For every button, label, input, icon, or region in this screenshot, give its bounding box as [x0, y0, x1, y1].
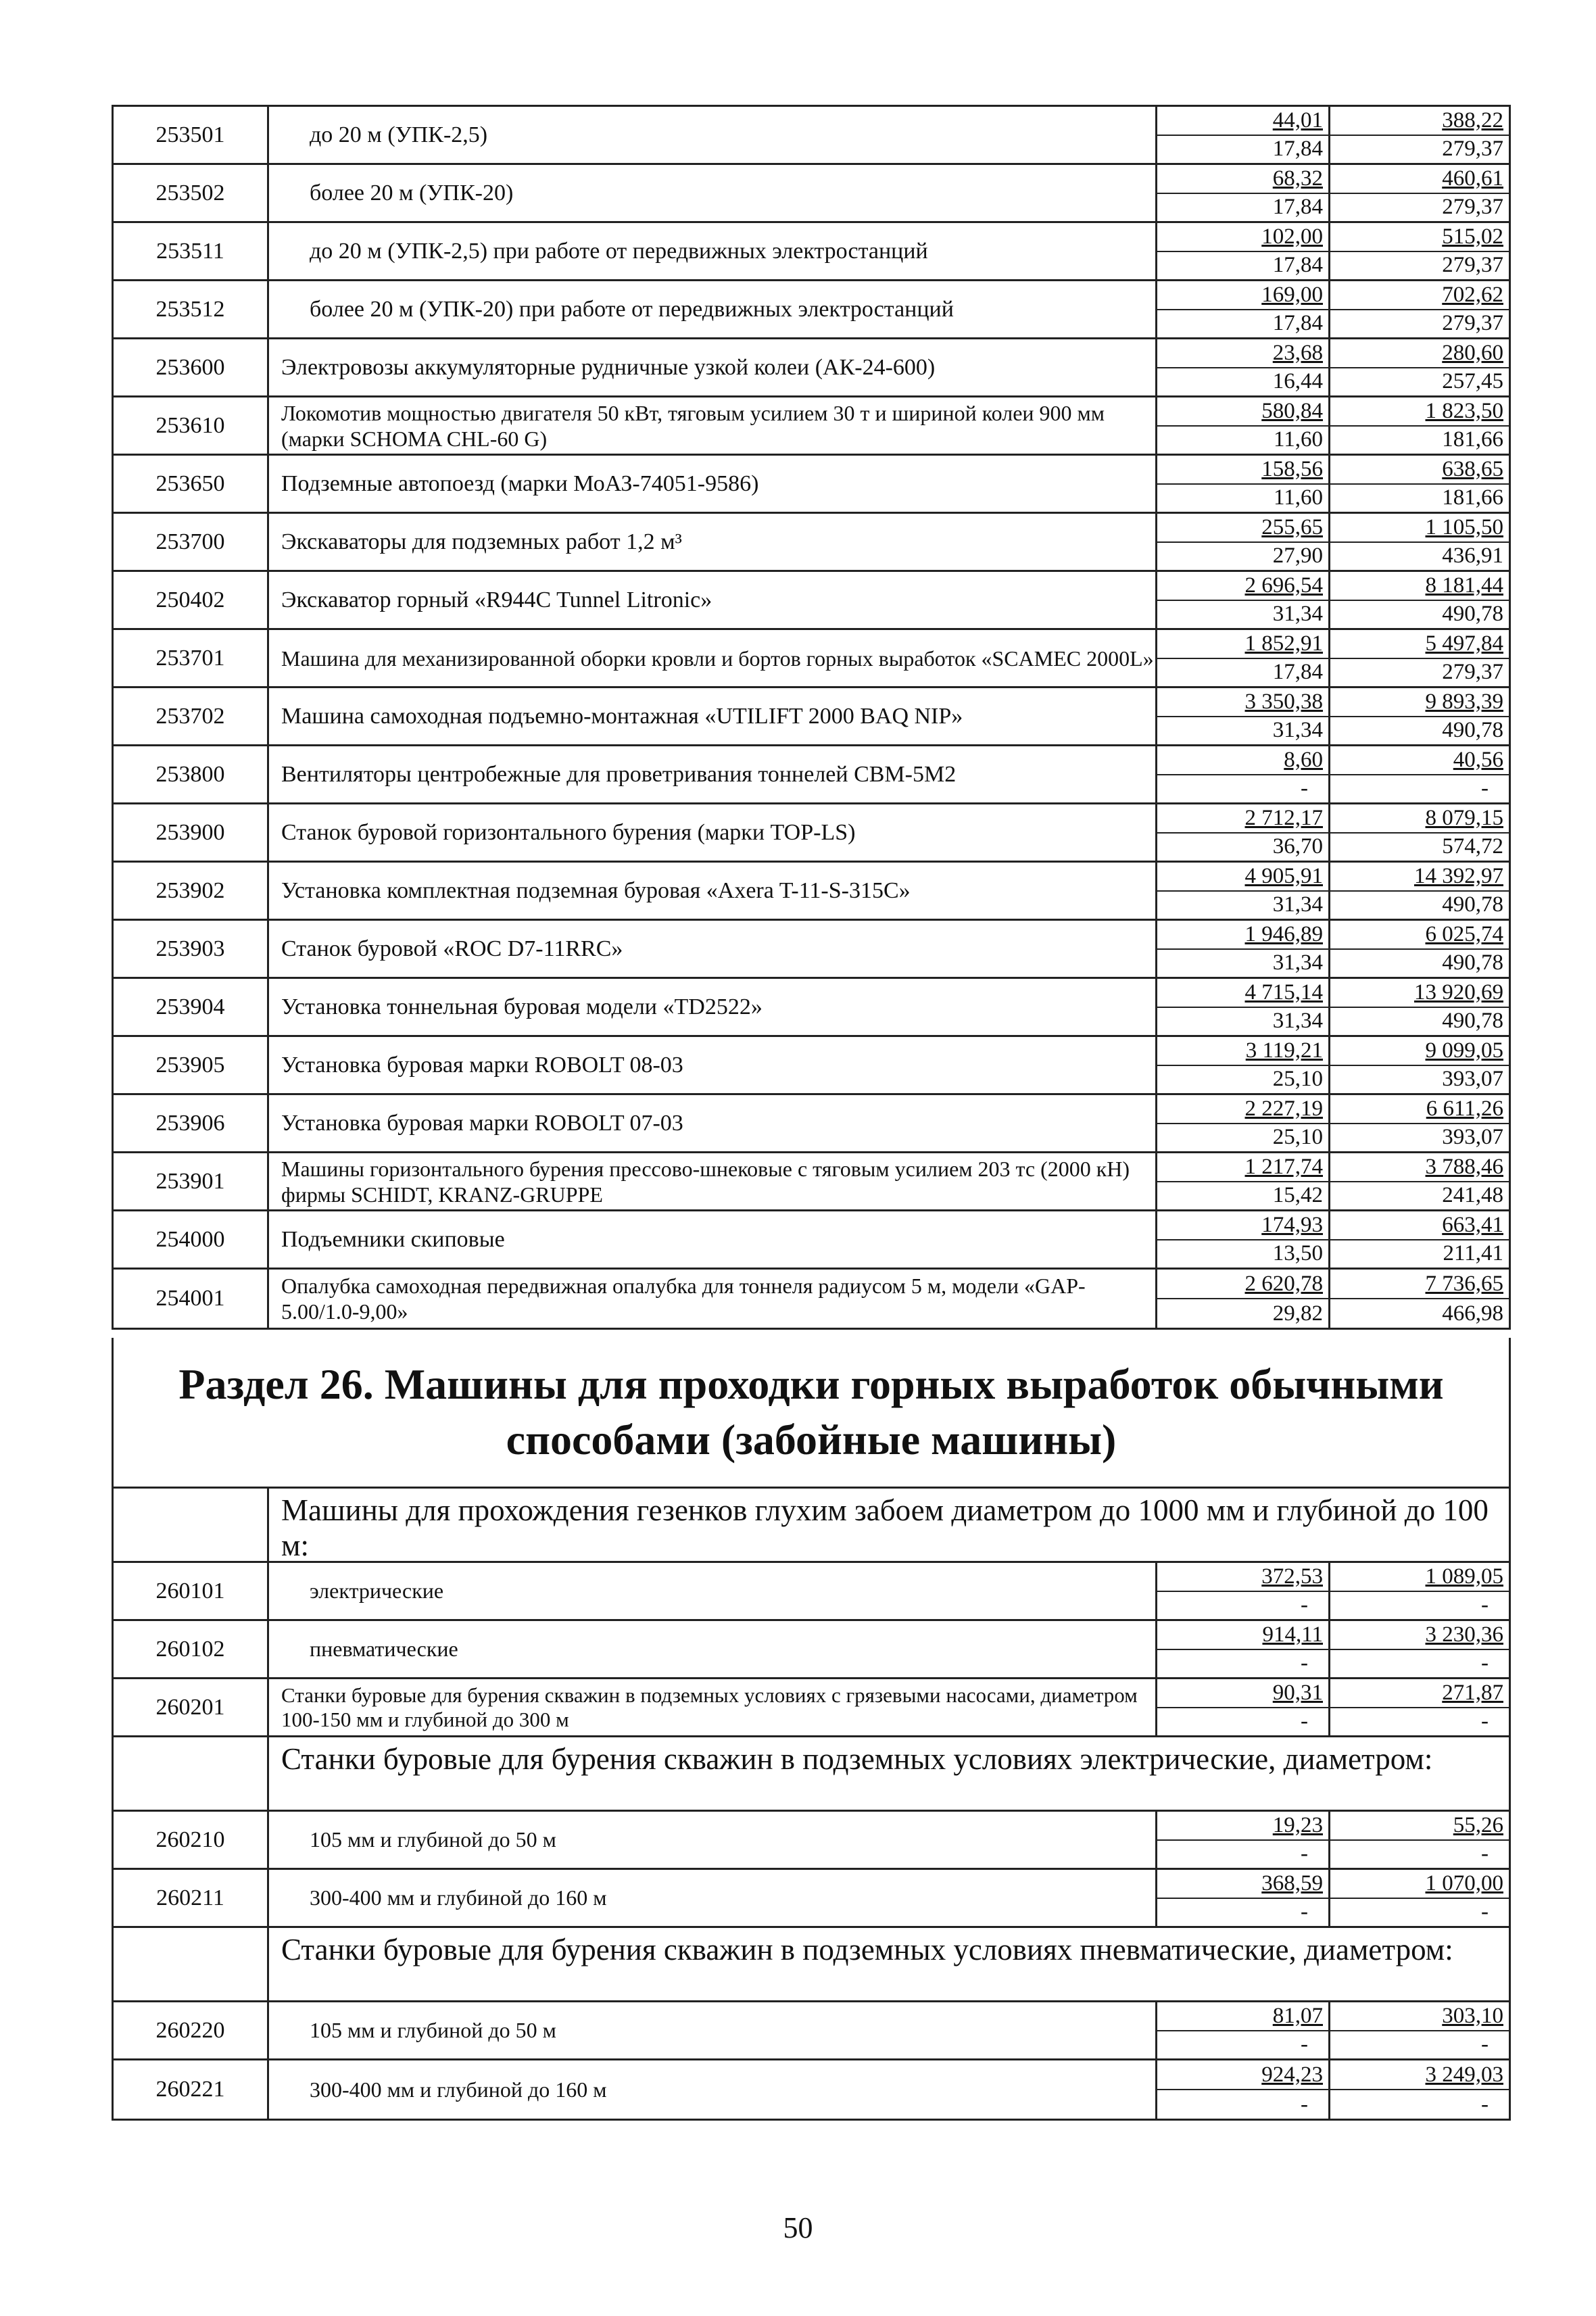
value-top: 3 249,03	[1330, 2060, 1509, 2090]
value-top: 2 620,78	[1157, 1270, 1328, 1299]
price-cell-1	[1157, 1870, 1330, 1926]
value-top: 8 079,15	[1330, 804, 1509, 834]
value-bottom: 279,37	[1442, 195, 1503, 220]
price-cell-1	[1157, 1270, 1330, 1328]
row-code: 253902	[114, 863, 269, 919]
price-cell-1	[1157, 804, 1330, 861]
price-cell-2	[1330, 456, 1509, 512]
price-cell-2	[1330, 1679, 1509, 1735]
value-bottom: -	[1481, 2092, 1489, 2117]
price-cell-2	[1330, 1211, 1509, 1268]
value-top: 8 181,44	[1330, 572, 1509, 601]
value-top: 1 852,91	[1157, 630, 1328, 659]
value-bottom: 15,42	[1272, 1183, 1323, 1208]
group-heading: Станки буровые для бурения скважин в подземных условиях электрические, диаметром:	[281, 1742, 1433, 1776]
value-top: 23,68	[1157, 339, 1328, 368]
table-row	[114, 979, 1509, 1037]
row-code: 253901	[114, 1153, 269, 1209]
row-code: 260220	[114, 2002, 269, 2058]
price-cell-1	[1157, 572, 1330, 628]
row-code: 253502	[114, 165, 269, 221]
table-row	[114, 1621, 1509, 1679]
price-cell-2	[1330, 1095, 1509, 1151]
row-code: 253511	[114, 223, 269, 279]
row-name: до 20 м (УПК-2,5)	[269, 107, 1157, 163]
value-bottom: 17,84	[1272, 660, 1323, 685]
value-bottom: 490,78	[1442, 718, 1503, 743]
value-bottom: 16,44	[1272, 369, 1323, 394]
value-top: 2 696,54	[1157, 572, 1328, 601]
value-top: 515,02	[1330, 223, 1509, 252]
row-code-empty	[114, 1737, 269, 1810]
row-name: пневматические	[269, 1621, 1157, 1677]
value-bottom: 25,10	[1272, 1067, 1323, 1092]
value-bottom: 17,84	[1272, 137, 1323, 162]
value-bottom: 31,34	[1272, 892, 1323, 917]
table-row	[114, 1563, 1509, 1621]
row-code: 253702	[114, 688, 269, 744]
price-cell-1	[1157, 223, 1330, 279]
value-top: 1 089,05	[1330, 1563, 1509, 1592]
table-row	[114, 630, 1509, 688]
value-bottom: 17,84	[1272, 195, 1323, 220]
row-code: 260211	[114, 1870, 269, 1926]
row-code: 253650	[114, 456, 269, 512]
row-name: 300-400 мм и глубиной до 160 м	[269, 2060, 1157, 2119]
row-code: 253904	[114, 979, 269, 1035]
table-row	[114, 2060, 1509, 2119]
row-name: электрические	[269, 1563, 1157, 1619]
value-top: 702,62	[1330, 281, 1509, 310]
value-top: 580,84	[1157, 397, 1328, 427]
table-row	[114, 863, 1509, 921]
price-cell-2	[1330, 281, 1509, 337]
price-cell-2	[1330, 1812, 1509, 1868]
value-top: 19,23	[1157, 1812, 1328, 1841]
value-bottom: 279,37	[1442, 311, 1503, 336]
table-row	[114, 572, 1509, 630]
row-code: 253600	[114, 339, 269, 395]
row-code: 260102	[114, 1621, 269, 1677]
row-code: 253900	[114, 804, 269, 861]
table-row	[114, 804, 1509, 863]
value-bottom: 466,98	[1442, 1301, 1503, 1326]
row-code-empty	[114, 1928, 269, 2000]
table-row	[114, 688, 1509, 746]
value-top: 4 905,91	[1157, 863, 1328, 892]
price-cell-2	[1330, 572, 1509, 628]
price-cell-1	[1157, 514, 1330, 570]
value-bottom: 29,82	[1272, 1301, 1323, 1326]
row-code: 250402	[114, 572, 269, 628]
row-code: 254001	[114, 1270, 269, 1328]
row-name: Машины горизонтального бурения прессово-шнековые с тяговым усилием 203 тс (2000 кН) фирмы SCHIDT, KRANZ-GRUPPE	[269, 1153, 1157, 1209]
value-bottom: -	[1301, 1900, 1308, 1925]
value-bottom: 393,07	[1442, 1125, 1503, 1150]
value-top: 663,41	[1330, 1211, 1509, 1240]
value-bottom: 36,70	[1272, 834, 1323, 859]
table-row	[114, 165, 1509, 223]
price-cell-2	[1330, 107, 1509, 163]
value-top: 13 920,69	[1330, 979, 1509, 1008]
group-heading-row	[114, 1737, 1509, 1812]
price-cell-1	[1157, 2060, 1330, 2119]
price-cell-1	[1157, 165, 1330, 221]
value-bottom: 25,10	[1272, 1125, 1323, 1150]
table-row	[114, 456, 1509, 514]
price-cell-2	[1330, 1563, 1509, 1619]
row-name: 105 мм и глубиной до 50 м	[269, 2002, 1157, 2058]
value-top: 174,93	[1157, 1211, 1328, 1240]
price-cell-1	[1157, 1153, 1330, 1209]
row-code: 253903	[114, 921, 269, 977]
value-top: 638,65	[1330, 456, 1509, 485]
row-code: 253501	[114, 107, 269, 163]
row-code: 260101	[114, 1563, 269, 1619]
row-name: Установка тоннельная буровая модели «TD2522»	[269, 979, 1157, 1035]
price-cell-1	[1157, 281, 1330, 337]
value-bottom: 17,84	[1272, 253, 1323, 278]
value-bottom: 490,78	[1442, 602, 1503, 627]
row-code: 253610	[114, 397, 269, 454]
value-bottom: 31,34	[1272, 950, 1323, 975]
row-name: Станок буровой горизонтального бурения (марки TOP-LS)	[269, 804, 1157, 861]
value-top: 44,01	[1157, 107, 1328, 136]
price-cell-1	[1157, 1563, 1330, 1619]
value-bottom: -	[1301, 1709, 1308, 1734]
price-cell-1	[1157, 921, 1330, 977]
value-bottom: 31,34	[1272, 1009, 1323, 1034]
value-bottom: 181,66	[1442, 427, 1503, 452]
table-row	[114, 1870, 1509, 1928]
table-row	[114, 107, 1509, 165]
row-name: Локомотив мощностью двигателя 50 кВт, тяговым усилием 30 т и шириной колеи 900 мм (марки SCHOMA CHL-60 G)	[269, 397, 1157, 454]
row-name: до 20 м (УПК-2,5) при работе от передвижных электростанций	[269, 223, 1157, 279]
value-top: 1 823,50	[1330, 397, 1509, 427]
value-top: 255,65	[1157, 514, 1328, 543]
value-top: 368,59	[1157, 1870, 1328, 1899]
row-code: 254000	[114, 1211, 269, 1268]
price-cell-1	[1157, 1679, 1330, 1735]
row-code-empty	[114, 1489, 269, 1561]
value-top: 1 105,50	[1330, 514, 1509, 543]
value-top: 5 497,84	[1330, 630, 1509, 659]
value-bottom: 279,37	[1442, 137, 1503, 162]
table-row	[114, 1095, 1509, 1153]
price-cell-2	[1330, 1870, 1509, 1926]
group-heading: Машины для прохождения гезенков глухим забоем диаметром до 1000 мм и глубиной до 100 м:	[281, 1493, 1489, 1562]
value-top: 1 946,89	[1157, 921, 1328, 950]
value-top: 460,61	[1330, 165, 1509, 194]
value-top: 8,60	[1157, 746, 1328, 775]
value-bottom: 279,37	[1442, 253, 1503, 278]
row-code: 260210	[114, 1812, 269, 1868]
table-row	[114, 1211, 1509, 1270]
price-cell-1	[1157, 863, 1330, 919]
value-bottom: 13,50	[1272, 1241, 1323, 1266]
value-bottom: 574,72	[1442, 834, 1503, 859]
value-top: 3 788,46	[1330, 1153, 1509, 1182]
value-top: 6 611,26	[1330, 1095, 1509, 1124]
value-top: 102,00	[1157, 223, 1328, 252]
value-bottom: 31,34	[1272, 602, 1323, 627]
table-row	[114, 2002, 1509, 2060]
table-row	[114, 1037, 1509, 1095]
value-top: 2 712,17	[1157, 804, 1328, 834]
row-name: Вентиляторы центробежные для проветривания тоннелей СВМ-5М2	[269, 746, 1157, 802]
price-cell-2	[1330, 804, 1509, 861]
price-cell-2	[1330, 2002, 1509, 2058]
table-row	[114, 921, 1509, 979]
value-bottom: 31,34	[1272, 718, 1323, 743]
row-name: Установка комплектная подземная буровая «Axera T-11-S-315C»	[269, 863, 1157, 919]
value-bottom: -	[1481, 1900, 1489, 1925]
value-bottom: 257,45	[1442, 369, 1503, 394]
value-bottom: 17,84	[1272, 311, 1323, 336]
value-top: 81,07	[1157, 2002, 1328, 2031]
row-name: Машина самоходная подъемно-монтажная «UTILIFT 2000 BAQ NIP»	[269, 688, 1157, 744]
value-bottom: 11,60	[1273, 485, 1323, 510]
row-code: 253905	[114, 1037, 269, 1093]
group-heading-row	[114, 1928, 1509, 2002]
value-bottom: 279,37	[1442, 660, 1503, 685]
price-cell-2	[1330, 223, 1509, 279]
price-cell-2	[1330, 979, 1509, 1035]
row-name: Установка буровая марки ROBOLT 08-03	[269, 1037, 1157, 1093]
value-top: 3 350,38	[1157, 688, 1328, 717]
price-cell-1	[1157, 1621, 1330, 1677]
table-row	[114, 281, 1509, 339]
value-top: 6 025,74	[1330, 921, 1509, 950]
value-bottom: 11,60	[1273, 427, 1323, 452]
value-top: 90,31	[1157, 1679, 1328, 1708]
price-cell-2	[1330, 1270, 1509, 1328]
row-name: Установка буровая марки ROBOLT 07-03	[269, 1095, 1157, 1151]
row-name: Экскаватор горный «R944C Tunnel Litronic»	[269, 572, 1157, 628]
row-name: 300-400 мм и глубиной до 160 м	[269, 1870, 1157, 1926]
value-bottom: -	[1481, 1841, 1489, 1866]
row-name: Подземные автопоезд (марки МоАЗ-74051-9586)	[269, 456, 1157, 512]
table-row	[114, 339, 1509, 397]
price-cell-2	[1330, 863, 1509, 919]
value-top: 9 099,05	[1330, 1037, 1509, 1066]
value-top: 14 392,97	[1330, 863, 1509, 892]
row-name: Электровозы аккумуляторные рудничные узкой колеи (АК-24-600)	[269, 339, 1157, 395]
value-top: 4 715,14	[1157, 979, 1328, 1008]
price-cell-1	[1157, 2002, 1330, 2058]
value-bottom: 490,78	[1442, 950, 1503, 975]
row-name: Опалубка самоходная передвижная опалубка для тоннеля радиусом 5 м, модели «GAP-5.00/1.0-9,00»	[269, 1270, 1157, 1328]
price-cell-2	[1330, 1153, 1509, 1209]
value-top: 68,32	[1157, 165, 1328, 194]
row-code: 253906	[114, 1095, 269, 1151]
value-top: 40,56	[1330, 746, 1509, 775]
value-bottom: 490,78	[1442, 892, 1503, 917]
section-title: Раздел 26. Машины для проходки горных выработок обычными способами (забойные машины)	[178, 1360, 1444, 1464]
price-cell-2	[1330, 1621, 1509, 1677]
price-cell-1	[1157, 746, 1330, 802]
price-cell-1	[1157, 1095, 1330, 1151]
group-heading: Станки буровые для бурения скважин в подземных условиях пневматические, диаметром:	[281, 1933, 1453, 1967]
value-top: 7 736,65	[1330, 1270, 1509, 1299]
value-bottom: 181,66	[1442, 485, 1503, 510]
group-heading-row	[114, 1489, 1509, 1563]
value-top: 280,60	[1330, 339, 1509, 368]
row-code: 253700	[114, 514, 269, 570]
price-cell-1	[1157, 688, 1330, 744]
value-bottom: -	[1301, 1651, 1308, 1676]
price-cell-1	[1157, 456, 1330, 512]
price-cell-1	[1157, 397, 1330, 454]
price-cell-1	[1157, 1812, 1330, 1868]
value-bottom: -	[1301, 1593, 1308, 1618]
row-name: более 20 м (УПК-20) при работе от передвижных электростанций	[269, 281, 1157, 337]
row-code: 260221	[114, 2060, 269, 2119]
row-name: Подъемники скиповые	[269, 1211, 1157, 1268]
price-cell-2	[1330, 630, 1509, 686]
value-bottom: 241,48	[1442, 1183, 1503, 1208]
row-code: 253800	[114, 746, 269, 802]
value-bottom: 436,91	[1442, 544, 1503, 569]
value-bottom: -	[1481, 2032, 1489, 2057]
price-cell-1	[1157, 1037, 1330, 1093]
value-bottom: -	[1481, 1709, 1489, 1734]
value-bottom: -	[1301, 2032, 1308, 2057]
value-bottom: 211,41	[1443, 1241, 1503, 1266]
price-cell-2	[1330, 1037, 1509, 1093]
value-top: 2 227,19	[1157, 1095, 1328, 1124]
row-name: 105 мм и глубиной до 50 м	[269, 1812, 1157, 1868]
price-table-lower	[112, 1487, 1511, 2121]
price-cell-2	[1330, 339, 1509, 395]
row-name: более 20 м (УПК-20)	[269, 165, 1157, 221]
value-top: 3 230,36	[1330, 1621, 1509, 1650]
value-top: 924,23	[1157, 2060, 1328, 2090]
price-cell-1	[1157, 630, 1330, 686]
row-name: Станки буровые для бурения скважин в подземных условиях с грязевыми насосами, диаметром 100-150 мм и глубиной до 300 м	[269, 1679, 1157, 1735]
price-cell-1	[1157, 979, 1330, 1035]
price-cell-1	[1157, 1211, 1330, 1268]
price-table-upper	[112, 105, 1511, 1330]
price-cell-1	[1157, 107, 1330, 163]
value-top: 9 893,39	[1330, 688, 1509, 717]
row-code: 260201	[114, 1679, 269, 1735]
price-cell-2	[1330, 921, 1509, 977]
price-cell-2	[1330, 165, 1509, 221]
row-name: Машина для механизированной оборки кровли и бортов горных выработок «SCAMEC 2000L»	[269, 630, 1157, 686]
table-row	[114, 397, 1509, 456]
value-bottom: -	[1301, 1841, 1308, 1866]
row-code: 253512	[114, 281, 269, 337]
value-bottom: -	[1481, 1651, 1489, 1676]
value-top: 1 070,00	[1330, 1870, 1509, 1899]
value-top: 271,87	[1330, 1679, 1509, 1708]
price-cell-1	[1157, 339, 1330, 395]
table-row	[114, 1679, 1509, 1737]
value-top: 914,11	[1157, 1621, 1328, 1650]
section-header	[112, 1338, 1511, 1487]
price-cell-2	[1330, 397, 1509, 454]
value-top: 158,56	[1157, 456, 1328, 485]
table-row	[114, 223, 1509, 281]
price-cell-2	[1330, 746, 1509, 802]
value-top: 3 119,21	[1157, 1037, 1328, 1066]
value-top: 55,26	[1330, 1812, 1509, 1841]
table-row	[114, 1153, 1509, 1211]
value-top: 303,10	[1330, 2002, 1509, 2031]
table-row	[114, 1812, 1509, 1870]
value-top: 169,00	[1157, 281, 1328, 310]
row-code: 253701	[114, 630, 269, 686]
table-row	[114, 1270, 1509, 1328]
value-bottom: 393,07	[1442, 1067, 1503, 1092]
value-bottom: -	[1301, 776, 1308, 801]
value-top: 372,53	[1157, 1563, 1328, 1592]
table-row	[114, 514, 1509, 572]
value-bottom: -	[1481, 1593, 1489, 1618]
value-bottom: 490,78	[1442, 1009, 1503, 1034]
price-cell-2	[1330, 514, 1509, 570]
value-top: 1 217,74	[1157, 1153, 1328, 1182]
value-bottom: 27,90	[1272, 544, 1323, 569]
page-number: 50	[783, 2211, 813, 2244]
value-top: 388,22	[1330, 107, 1509, 136]
value-bottom: -	[1301, 2092, 1308, 2117]
table-row	[114, 746, 1509, 804]
price-cell-2	[1330, 2060, 1509, 2119]
row-name: Станок буровой «ROC D7-11RRC»	[269, 921, 1157, 977]
row-name: Экскаваторы для подземных работ 1,2 м³	[269, 514, 1157, 570]
price-cell-2	[1330, 688, 1509, 744]
value-bottom: -	[1481, 776, 1489, 801]
